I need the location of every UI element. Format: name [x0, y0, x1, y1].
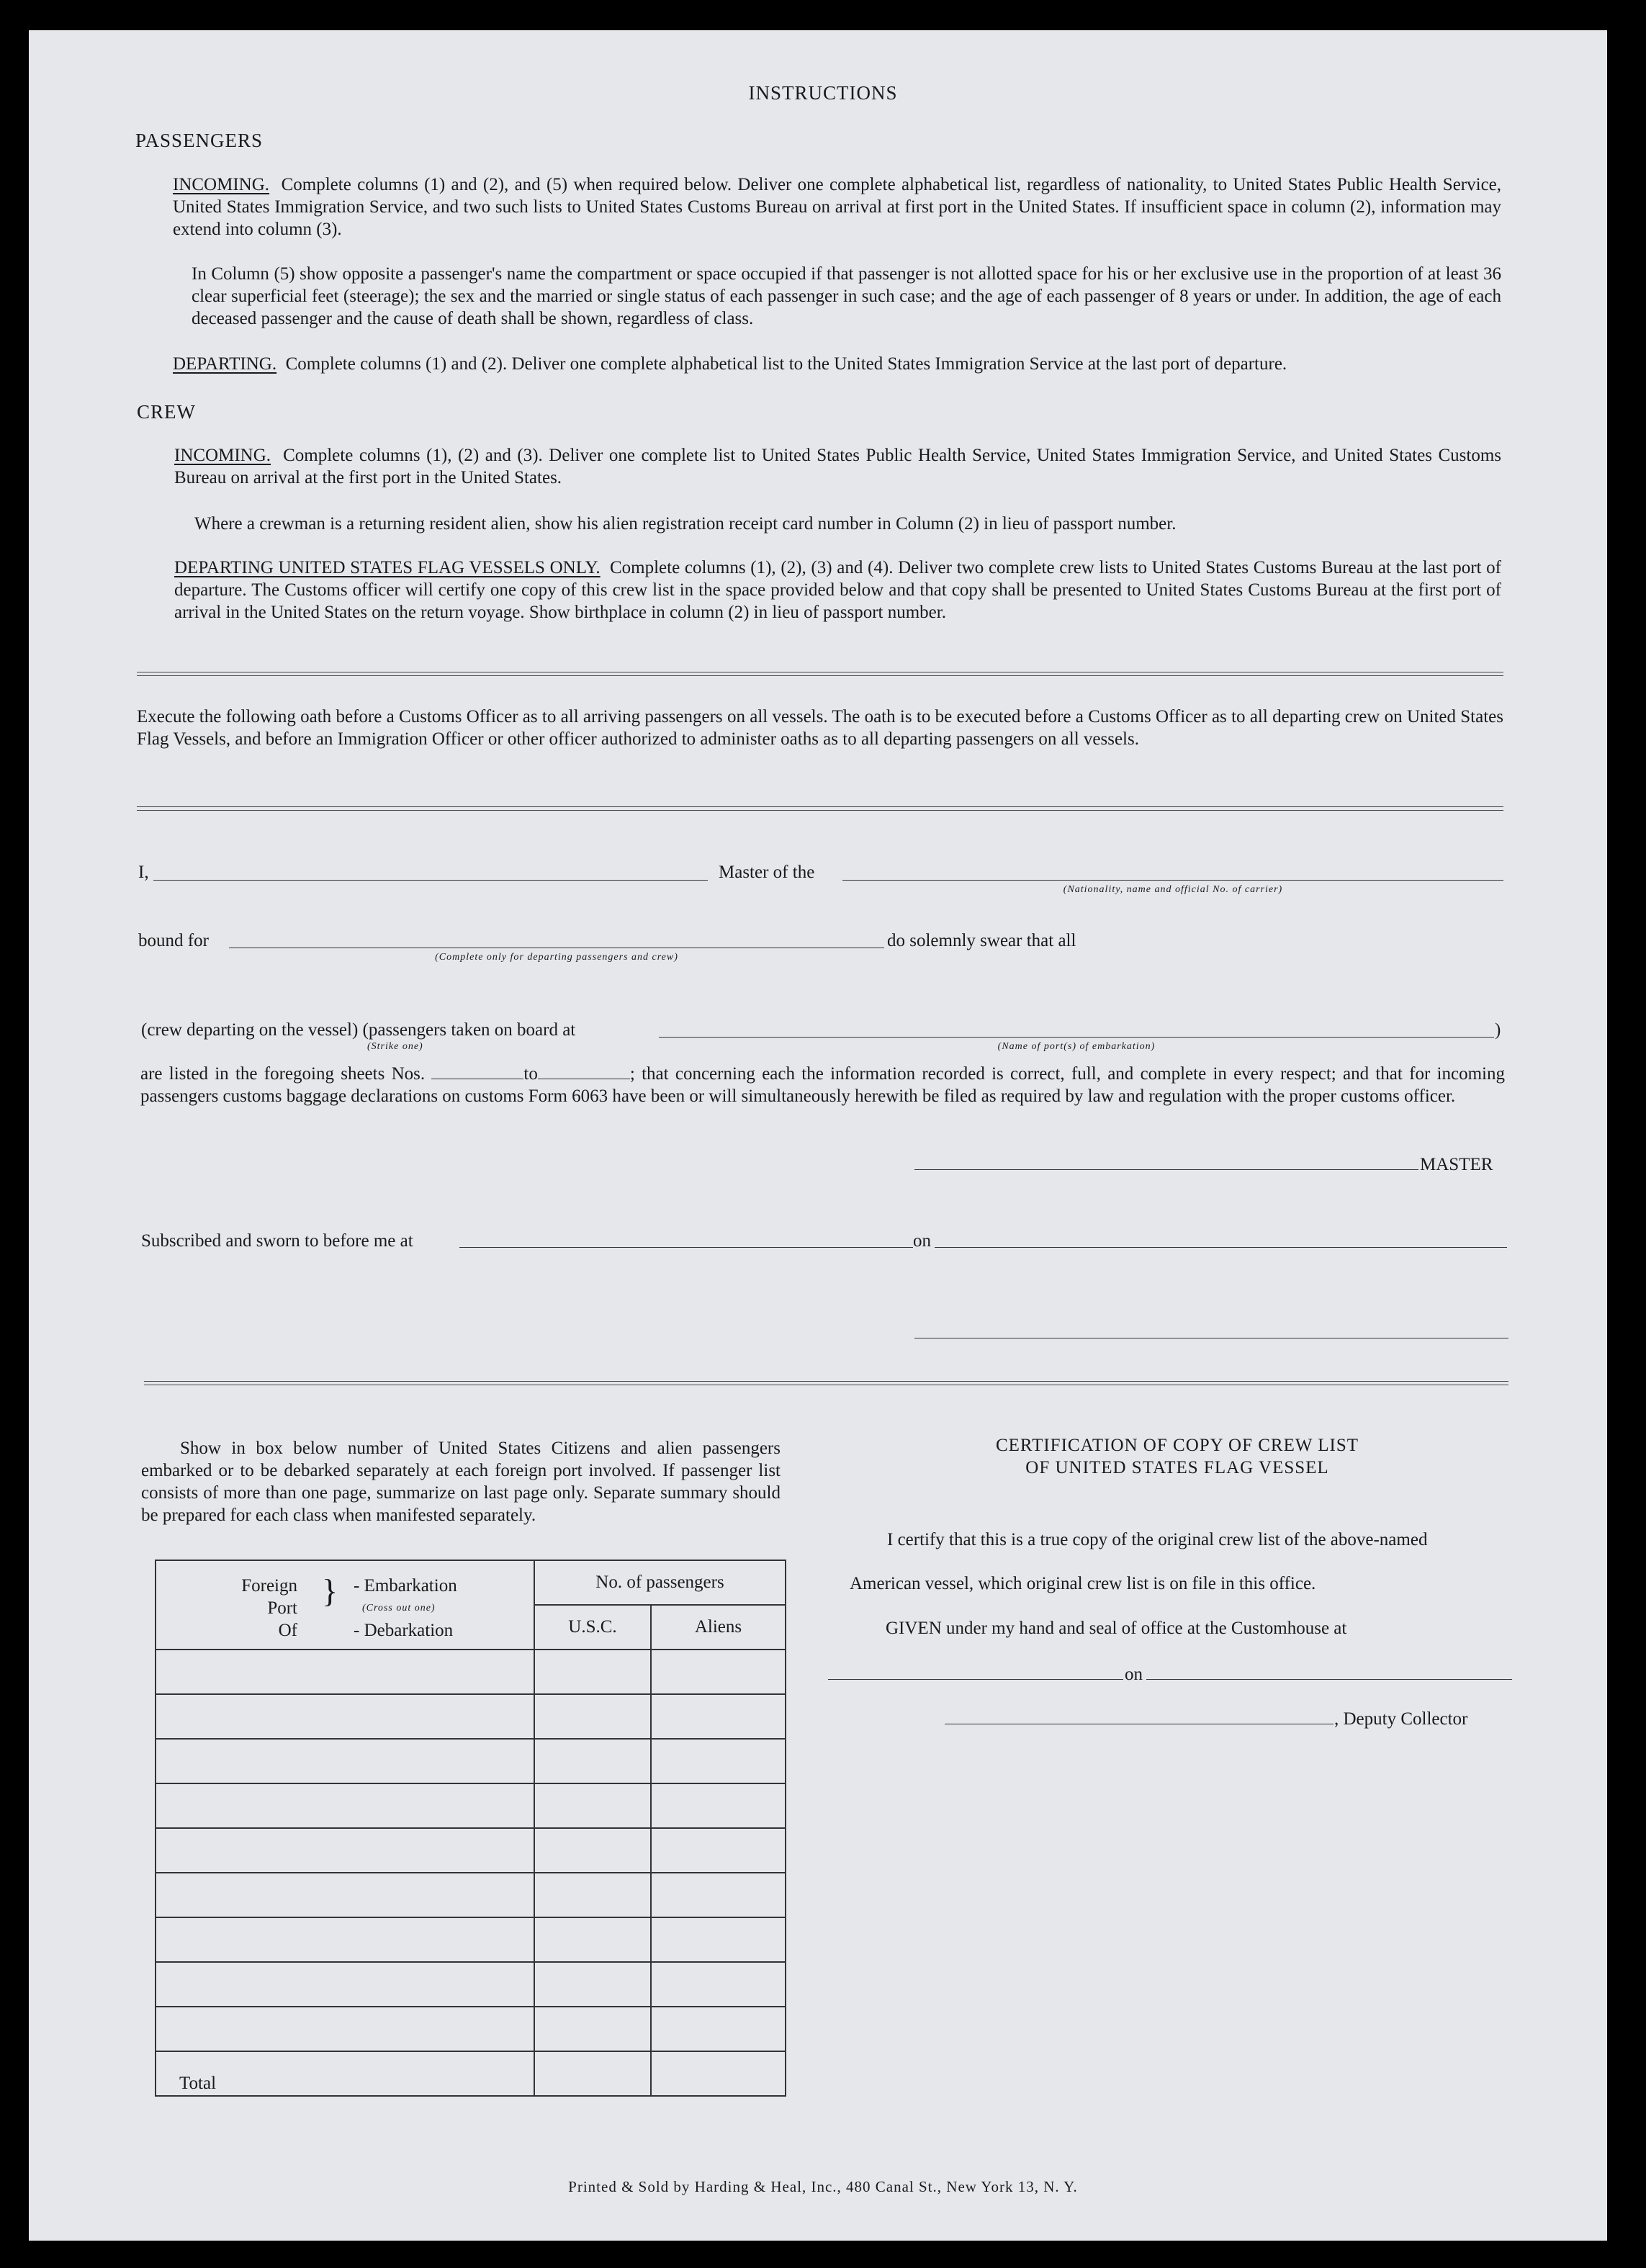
certification-on-label: on [1125, 1665, 1143, 1684]
port-header-cell [156, 1560, 534, 1650]
certification-line-3: GIVEN under my hand and seal of office at the Customhouse at [886, 1619, 1347, 1638]
usc-cell[interactable] [534, 1783, 651, 1828]
table-row [156, 1650, 786, 1694]
nationality-note: (Nationality, name and official No. of carrier) [1063, 884, 1283, 895]
table-row [156, 1873, 786, 1917]
aliens-cell[interactable] [651, 2007, 786, 2051]
passengers-departing-label: DEPARTING. [173, 354, 277, 374]
aliens-cell[interactable] [651, 1694, 786, 1739]
usc-cell[interactable] [534, 1962, 651, 2007]
of-label: Of [278, 1621, 297, 1640]
oath-i-label: I, [138, 863, 149, 882]
listed-to: to [523, 1064, 538, 1084]
deputy-collector-label: , Deputy Collector [1334, 1709, 1468, 1729]
section-divider [137, 806, 1503, 811]
sworn-on-label: on [913, 1231, 931, 1251]
certification-title-1: CERTIFICATION OF COPY OF CREW LIST [995, 1436, 1359, 1455]
passengers-incoming-label: INCOMING. [173, 175, 270, 194]
usc-cell[interactable] [534, 1739, 651, 1783]
table-row [156, 1783, 786, 1828]
section-divider [137, 672, 1503, 676]
port-cell[interactable] [156, 1650, 534, 1694]
port-label: Port [267, 1598, 297, 1618]
usc-cell[interactable] [534, 1828, 651, 1873]
sworn-date-field[interactable] [935, 1247, 1507, 1248]
usc-total-cell[interactable] [534, 2051, 651, 2096]
passengers-incoming-paragraph [173, 174, 1501, 240]
crew-resident-paragraph: Where a crewman is a returning resident alien, show his alien registration receipt card number in Column (2) in lieu of passport number. [194, 514, 1177, 534]
embarkation-label[interactable]: - Embarkation [354, 1576, 457, 1596]
table-row [156, 1962, 786, 2007]
ports-note: (Name of port(s) of embarkation) [997, 1041, 1156, 1052]
port-cell[interactable] [156, 1962, 534, 2007]
master-of-the-label: Master of the [719, 863, 815, 882]
oath-intro: Execute the following oath before a Customs Officer as to all arriving passengers on all vessels. The oath is to be executed before a Customs Officer as to all departing crew on United States Flag Vessels, and before an Immigration Officer or other officer authorized to administer oaths as to all departing passengers on all vessels. [137, 707, 1503, 749]
no-passengers-header: No. of passengers [534, 1560, 786, 1605]
port-cell[interactable] [156, 1828, 534, 1873]
certification-date-field[interactable] [1146, 1679, 1512, 1680]
brace-glyph: } [322, 1572, 338, 1609]
passengers-departing-text: Complete columns (1) and (2). Deliver one complete alphabetical list to the United States Immigration Service at the last port of departure. [285, 354, 1287, 374]
page-title: INSTRUCTIONS [748, 82, 898, 104]
usc-cell[interactable] [534, 1873, 651, 1917]
port-cell[interactable] [156, 1694, 534, 1739]
usc-cell[interactable] [534, 1694, 651, 1739]
aliens-total-cell[interactable] [651, 2051, 786, 2096]
listed-text-a: are listed in the foregoing sheets Nos. [140, 1064, 426, 1084]
aliens-cell[interactable] [651, 1828, 786, 1873]
crew-incoming-text: Complete columns (1), (2) and (3). Deliver one complete list to United States Public Health Service, United States Immigration Service, and United States Customs Bureau on arrival at the first port in the United States. [174, 446, 1501, 487]
crew-incoming-paragraph [174, 444, 1501, 489]
crew-departing-label: DEPARTING UNITED STATES FLAG VESSELS ONLY. [174, 558, 601, 577]
usc-cell[interactable] [534, 1917, 651, 1962]
certification-title-2: OF UNITED STATES FLAG VESSEL [1025, 1458, 1329, 1477]
close-paren: ) [1495, 1020, 1501, 1040]
table-row [156, 1694, 786, 1739]
section-divider [144, 1381, 1508, 1385]
usc-header: U.S.C. [534, 1605, 651, 1650]
usc-cell[interactable] [534, 2007, 651, 2051]
passengers-column5-paragraph: In Column (5) show opposite a passenger's name the compartment or space occupied if that passenger is not allotted space for his or her exclusive use in the proportion of at least 36 clear superficial feet (steerage); the sex and the married or single status of each passenger in such case; and the age of each passenger of 8 years or under. In addition, the age of each deceased passenger and the cause of death shall be shown, regardless of class. [192, 264, 1501, 328]
usc-cell[interactable] [534, 1650, 651, 1694]
crew-passengers-choice: (crew departing on the vessel) (passengers taken on board at [141, 1020, 576, 1040]
master-signature-field[interactable] [914, 1169, 1418, 1170]
table-row [156, 1917, 786, 1962]
aliens-cell[interactable] [651, 1650, 786, 1694]
sheet-from-field[interactable] [431, 1064, 523, 1079]
master-name-field[interactable] [153, 880, 708, 881]
certification-line-2: American vessel, which original crew list is on file in this office. [850, 1574, 1316, 1593]
bound-for-label: bound for [138, 931, 209, 950]
port-cell[interactable] [156, 1873, 534, 1917]
debarkation-label[interactable]: - Debarkation [354, 1621, 454, 1640]
total-label: Total [156, 2051, 534, 2096]
strike-one-note: (Strike one) [367, 1041, 423, 1052]
foreign-label: Foreign [241, 1576, 297, 1596]
aliens-cell[interactable] [651, 1917, 786, 1962]
port-cell[interactable] [156, 2007, 534, 2051]
table-row [156, 1739, 786, 1783]
crew-departing-paragraph [174, 557, 1501, 624]
embarkation-ports-field[interactable] [659, 1037, 1494, 1038]
port-cell[interactable] [156, 1739, 534, 1783]
printer-footer: Printed & Sold by Harding & Heal, Inc., 480 Canal St., New York 13, N. Y. [568, 2178, 1078, 2195]
sheet-to-field[interactable] [538, 1064, 630, 1079]
aliens-cell[interactable] [651, 1783, 786, 1828]
table-row [156, 2007, 786, 2051]
passengers-heading: PASSENGERS [135, 130, 264, 151]
table-row [156, 1828, 786, 1873]
certification-line-1: I certify that this is a true copy of the original crew list of the above-named [887, 1530, 1428, 1549]
port-cell[interactable] [156, 1783, 534, 1828]
passengers-incoming-text: Complete columns (1) and (2), and (5) when required below. Deliver one complete alphabetical list, regardless of nationality, to United States Public Health Service, United States Immigration Service, and two such lists to United States Customs Bureau on arrival at first port in the United States. If insufficient space in column (2), information may extend into column (3). [173, 175, 1502, 239]
aliens-header: Aliens [651, 1605, 786, 1650]
crew-heading: CREW [137, 401, 196, 423]
sworn-place-field[interactable] [459, 1247, 913, 1248]
customhouse-field[interactable] [828, 1679, 1123, 1680]
aliens-cell[interactable] [651, 1873, 786, 1917]
carrier-field[interactable] [842, 880, 1503, 881]
total-row [156, 2051, 786, 2096]
crew-incoming-label: INCOMING. [174, 446, 271, 465]
subscribed-label: Subscribed and sworn to before me at [141, 1231, 413, 1251]
crew-departing-text: Complete columns (1), (2), (3) and (4). Deliver two complete crew lists to United States Customs Bureau at the last port of departure. The Customs officer will certify one copy of this crew list in the space provided below and that copy shall be presented to United States Customs Bureau at the first port of arrival in the United States on the return voyage. Show birthplace in column (2) in lieu of passport number. [174, 558, 1501, 622]
aliens-cell[interactable] [651, 1739, 786, 1783]
port-cell[interactable] [156, 1917, 534, 1962]
listed-text-b: ; that concerning each the information recorded is correct, full, and complete in every respect; and that for incoming passengers customs baggage declarations on customs Form 6063 have been or will simultaneously herewith be filed as required by law and regulation with the proper customs officer. [140, 1064, 1505, 1106]
passenger-summary-table [155, 1560, 786, 2097]
complete-only-note: (Complete only for departing passengers and crew) [435, 952, 678, 963]
master-label: MASTER [1420, 1155, 1493, 1174]
cross-out-note: (Cross out one) [362, 1603, 436, 1614]
summary-instructions: Show in box below number of United States Citizens and alien passengers embarked or to be debarked separately at each foreign port involved. If passenger list consists of more than one page, summarize on last page only. Separate summary should be prepared for each class when manifested separately. [141, 1439, 781, 1525]
swear-text: do solemnly swear that all [887, 931, 1076, 950]
passengers-departing-paragraph [173, 353, 1505, 375]
aliens-cell[interactable] [651, 1962, 786, 2007]
listed-paragraph [140, 1063, 1505, 1107]
